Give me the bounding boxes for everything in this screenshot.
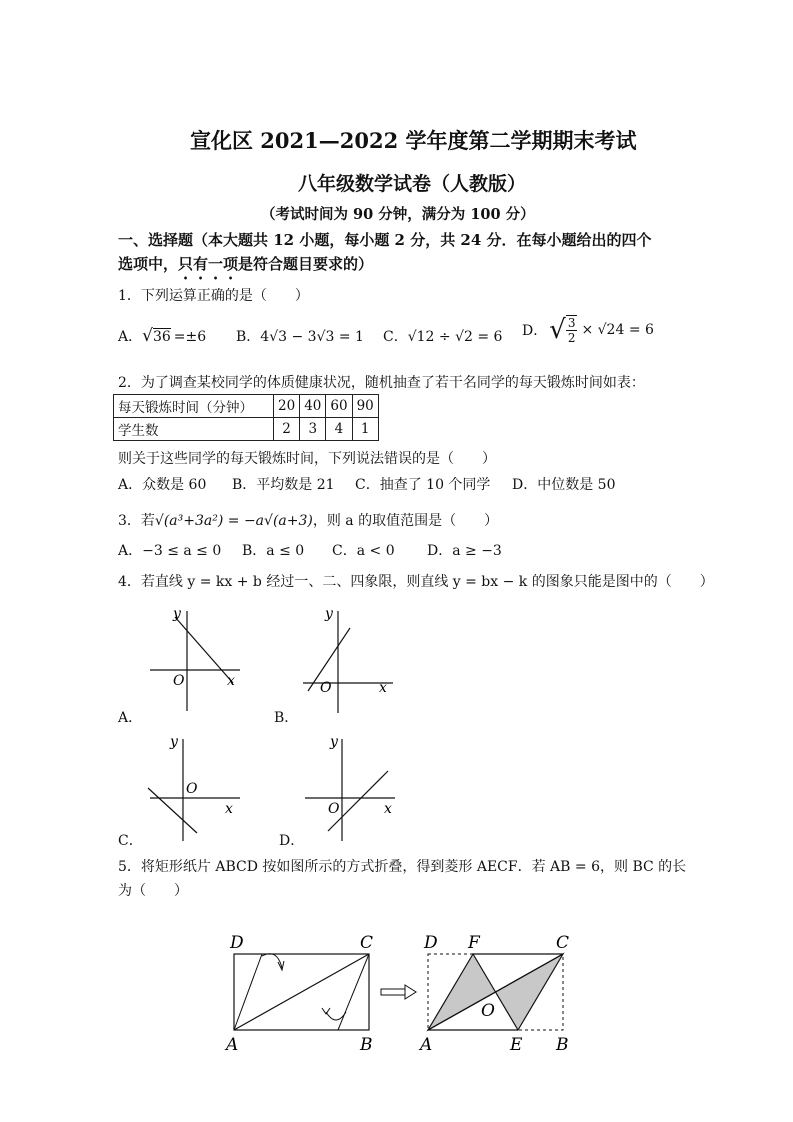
question-4-stem: 4．若直线 y = kx + b 经过一、二、四象限，则直线 y = bx − k 的图象只能是图中的（ ） [118, 574, 714, 590]
table-cell: 每天锻炼时间（分钟） [114, 395, 274, 418]
exercise-table [113, 394, 379, 441]
question-5-line2: 为（ ） [118, 883, 188, 899]
option-text: × √24 = 6 [581, 322, 654, 338]
point-label-c: C [556, 933, 570, 953]
point-label-d: D [230, 933, 244, 953]
point-label-f: F [468, 933, 480, 953]
fold-diagram [222, 928, 592, 1058]
q3-option-a: A．−3 ≤ a ≤ 0 [118, 543, 222, 559]
origin-label: O [328, 801, 340, 817]
question-text: 3．若 [118, 513, 155, 529]
table-cell: 20 [274, 395, 300, 418]
table-cell: 学生数 [114, 418, 274, 441]
q1-option-b [236, 326, 364, 346]
table-row [114, 418, 379, 441]
point-label-e: E [510, 1035, 523, 1055]
option-label: B． [236, 329, 261, 345]
origin-label: O [173, 673, 185, 689]
denominator: 2 [567, 331, 576, 345]
option-text: 4√3 − 3√3 = 1 [260, 329, 364, 345]
graph-c [145, 733, 245, 845]
radicand: 36 [152, 329, 171, 345]
graph-d-label: D． [279, 833, 305, 849]
table-cell: 2 [274, 418, 300, 441]
table-cell: 60 [326, 395, 352, 418]
q1-option-c [383, 326, 502, 346]
option-text: =±6 [173, 329, 207, 345]
x-axis-label: x [227, 673, 235, 689]
q2-option-c: C．抽查了 10 个同学 [355, 477, 491, 493]
y-axis-label: y [173, 606, 181, 622]
question-text: ，则 a 的取值范围是（ ） [312, 513, 499, 529]
question-3-stem [118, 510, 498, 530]
question-2-stem: 2．为了调查某校同学的体质健康状况，随机抽查了若干名同学的每天锻炼时间如表： [118, 375, 645, 391]
question-1-stem: 1．下列运算正确的是（ ） [118, 288, 309, 304]
q2-option-a: A．众数是 60 [118, 477, 207, 493]
origin-label: O [320, 680, 332, 696]
graph-d [300, 733, 400, 845]
point-label-d: D [424, 933, 438, 953]
section-heading-line2 [118, 253, 373, 283]
exam-note: （考试时间为 90 分钟，满分为 100 分） [261, 206, 535, 223]
graph-c-label: C． [118, 833, 143, 849]
option-text: √12 ÷ √2 = 6 [407, 329, 503, 345]
table-cell: 90 [352, 395, 378, 418]
q2-option-d: D．中位数是 50 [512, 477, 616, 493]
section-heading-part: 是符合题目要求的） [238, 255, 374, 273]
math-expression: √(a³+3a²) = −a√(a+3) [154, 513, 313, 529]
x-axis-label: x [225, 801, 233, 817]
q2-option-b: B．平均数是 21 [232, 477, 335, 493]
table-cell: 4 [326, 418, 352, 441]
y-axis-label: y [170, 734, 178, 750]
option-label: C． [383, 329, 408, 345]
option-label: A． [118, 329, 143, 345]
emphasized-text: 只有一项 [178, 255, 239, 273]
section-heading-part: 选项中， [118, 255, 179, 273]
point-label-b: B [556, 1035, 569, 1055]
q1-option-d [522, 315, 654, 345]
radical-sign: √ [549, 315, 566, 345]
y-axis-label: y [330, 734, 338, 750]
question-2-prompt: 则关于这些同学的每天锻炼时间，下列说法错误的是（ ） [118, 451, 496, 467]
point-label-a: A [226, 1035, 239, 1055]
q3-option-d: D．a ≥ −3 [427, 543, 502, 559]
origin-label: O [186, 781, 198, 797]
q3-option-c: C．a < 0 [332, 543, 395, 559]
y-axis-label: y [325, 606, 333, 622]
option-label: D． [522, 323, 548, 339]
fraction [566, 315, 578, 345]
point-label-c: C [360, 933, 374, 953]
exam-subtitle: 八年级数学试卷（人教版） [298, 173, 527, 195]
question-5-line1: 5．将矩形纸片 ABCD 按如图所示的方式折叠，得到菱形 AECF．若 AB = 6，则 BC 的长 [118, 859, 687, 875]
x-axis-label: x [384, 801, 392, 817]
q1-option-a [118, 326, 206, 346]
graph-a-label: A． [118, 710, 143, 726]
graph-b-label: B． [274, 710, 299, 726]
table-cell: 40 [300, 395, 326, 418]
numerator: 3 [567, 316, 576, 330]
radical-sign: √ [142, 326, 153, 346]
section-heading: 一、选择题（本大题共 12 小题，每小题 2 分，共 24 分．在每小题给出的四个 [118, 231, 652, 249]
point-label-a: A [420, 1035, 433, 1055]
point-label-o: O [481, 1001, 495, 1021]
table-row [114, 395, 379, 418]
table-cell: 1 [352, 418, 378, 441]
graph-a [145, 603, 245, 715]
x-axis-label: x [379, 680, 387, 696]
table-cell: 3 [300, 418, 326, 441]
q3-option-b: B．a ≤ 0 [242, 543, 305, 559]
graph-b [298, 603, 398, 715]
point-label-b: B [360, 1035, 373, 1055]
exam-title: 宣化区 2021—2022 学年度第二学期期末考试 [190, 128, 637, 153]
